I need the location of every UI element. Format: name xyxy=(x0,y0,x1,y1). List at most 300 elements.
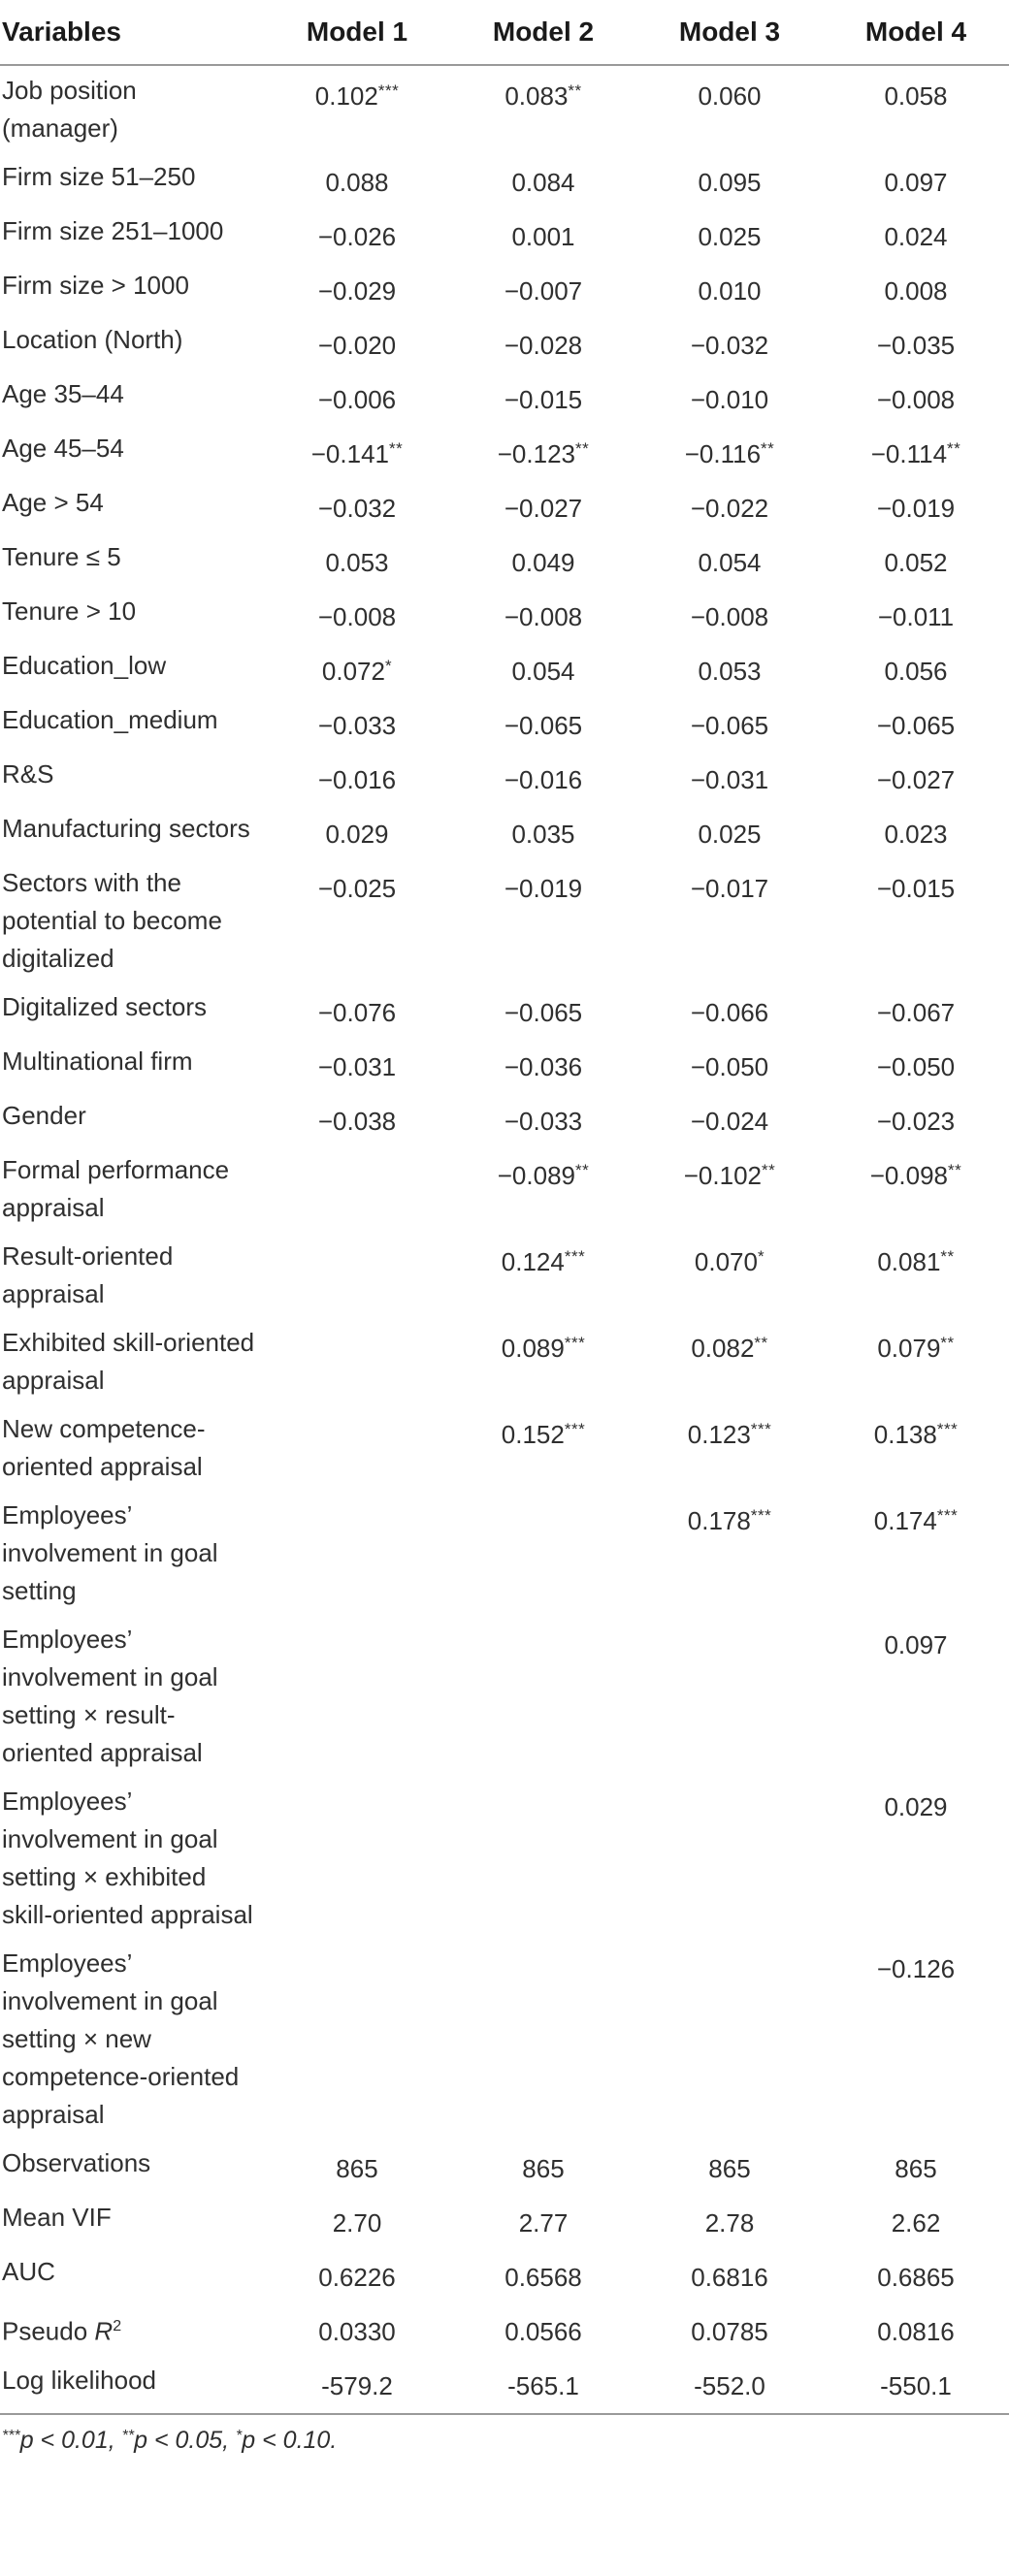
coefficient-value: −0.032 xyxy=(690,331,769,360)
model-3-cell xyxy=(636,1232,823,1318)
model-2-cell xyxy=(450,1037,636,1091)
header-variables: Variables xyxy=(0,0,264,65)
model-1-cell xyxy=(264,2302,450,2356)
significance-stars: ** xyxy=(947,439,961,458)
coefficient-value: −0.089 xyxy=(497,1161,575,1190)
table-row xyxy=(0,1232,1009,1318)
significance-stars: *** xyxy=(936,1506,959,1525)
coefficient-value: −0.026 xyxy=(317,222,397,251)
model-1-cell xyxy=(264,1404,450,1491)
significance-stars: ** xyxy=(940,1334,955,1352)
model-3-cell xyxy=(636,532,823,587)
significance-stars: ** xyxy=(754,1334,768,1352)
row-label: Firm size 251–1000 xyxy=(2,216,224,245)
row-label: Sectors with the potential to become digitalized xyxy=(2,868,222,973)
model-4-cell xyxy=(823,2302,1009,2356)
significance-stars: ** xyxy=(762,1161,776,1179)
table-row xyxy=(0,858,1009,982)
table-row xyxy=(0,370,1009,424)
model-2-cell xyxy=(450,750,636,804)
coefficient-value: −0.016 xyxy=(317,765,397,794)
row-label: Location (North) xyxy=(2,325,183,354)
model-2-cell xyxy=(450,641,636,695)
model-1-cell xyxy=(264,370,450,424)
model-2-cell xyxy=(450,65,636,152)
model-4-cell xyxy=(823,2139,1009,2193)
header-model-4: Model 4 xyxy=(823,0,1009,65)
coefficient-value: −0.035 xyxy=(876,331,956,360)
row-label: Manufacturing sectors xyxy=(2,814,250,843)
coefficient-value: 0.097 xyxy=(884,168,948,197)
row-label: Digitalized sectors xyxy=(2,992,207,1021)
table-row xyxy=(0,261,1009,315)
model-2-cell xyxy=(450,152,636,207)
coefficient-value: −0.008 xyxy=(504,602,583,631)
significance-stars: *** xyxy=(750,1506,772,1525)
model-4-cell xyxy=(823,1615,1009,1777)
row-label: Result-oriented appraisal xyxy=(2,1241,174,1308)
coefficient-value: 865 xyxy=(522,2154,565,2183)
coefficient-value: 865 xyxy=(895,2154,937,2183)
model-4-cell xyxy=(823,315,1009,370)
model-4-cell xyxy=(823,750,1009,804)
coefficient-value: −0.010 xyxy=(690,385,769,414)
row-label: New competence-oriented appraisal xyxy=(2,1414,206,1481)
row-label: Tenure ≤ 5 xyxy=(2,542,121,571)
model-2-cell xyxy=(450,587,636,641)
header-model-2: Model 2 xyxy=(450,0,636,65)
coefficient-value: −0.033 xyxy=(504,1107,583,1136)
table-row xyxy=(0,478,1009,532)
row-label: Mean VIF xyxy=(2,2203,112,2232)
significance-stars: *** xyxy=(564,1420,586,1438)
coefficient-value: −0.065 xyxy=(504,998,583,1027)
coefficient-value: 2.77 xyxy=(518,2208,569,2238)
model-1-cell xyxy=(264,750,450,804)
coefficient-value: 865 xyxy=(336,2154,378,2183)
row-label-superscript: 2 xyxy=(113,2318,122,2334)
coefficient-value: 0.054 xyxy=(698,548,762,577)
coefficient-value: 0.049 xyxy=(511,548,575,577)
coefficient-value: −0.015 xyxy=(876,874,956,903)
model-4-cell xyxy=(823,152,1009,207)
model-3-cell xyxy=(636,424,823,478)
coefficient-value: −0.038 xyxy=(317,1107,397,1136)
model-4-cell xyxy=(823,641,1009,695)
table-row xyxy=(0,315,1009,370)
model-4-cell xyxy=(823,858,1009,982)
model-1-cell xyxy=(264,641,450,695)
model-4-cell xyxy=(823,1037,1009,1091)
model-3-cell xyxy=(636,2302,823,2356)
coefficient-value: −0.008 xyxy=(690,602,769,631)
coefficient-value: −0.067 xyxy=(876,998,956,1027)
coefficient-value: −0.015 xyxy=(504,385,583,414)
row-label: Age > 54 xyxy=(2,488,104,517)
model-1-cell xyxy=(264,804,450,858)
coefficient-value: −0.050 xyxy=(690,1052,769,1081)
model-3-cell xyxy=(636,641,823,695)
coefficient-value: 0.095 xyxy=(698,168,762,197)
coefficient-value: −0.102 xyxy=(683,1161,762,1190)
model-4-cell xyxy=(823,532,1009,587)
coefficient-value: −0.008 xyxy=(876,385,956,414)
model-2-cell xyxy=(450,261,636,315)
model-4-cell xyxy=(823,587,1009,641)
coefficient-value: −0.032 xyxy=(317,494,397,523)
model-3-cell xyxy=(636,1091,823,1145)
model-2-cell xyxy=(450,2139,636,2193)
table-row xyxy=(0,2247,1009,2302)
coefficient-value: −0.065 xyxy=(690,711,769,740)
coefficient-value: 0.023 xyxy=(884,820,948,849)
row-label: Exhibited skill-oriented appraisal xyxy=(2,1328,255,1395)
row-label: R&S xyxy=(2,759,54,789)
coefficient-value: 0.082 xyxy=(691,1334,755,1363)
coefficient-value: −0.023 xyxy=(876,1107,956,1136)
coefficient-value: −0.123 xyxy=(497,439,575,468)
table-row xyxy=(0,2356,1009,2414)
coefficient-value: −0.024 xyxy=(690,1107,769,1136)
model-1-cell xyxy=(264,1318,450,1404)
model-2-cell xyxy=(450,424,636,478)
row-label: Employees’ involvement in goal setting × new competence-oriented appraisal xyxy=(2,1948,240,2129)
model-4-cell xyxy=(823,65,1009,152)
model-1-cell xyxy=(264,858,450,982)
coefficient-value: 2.78 xyxy=(704,2208,755,2238)
model-3-cell xyxy=(636,1777,823,1939)
coefficient-value: 0.6226 xyxy=(318,2263,396,2292)
coefficient-value: −0.033 xyxy=(317,711,397,740)
coefficient-value: 0.058 xyxy=(884,81,948,111)
model-2-cell xyxy=(450,478,636,532)
coefficient-value: 0.054 xyxy=(511,657,575,686)
model-1-cell xyxy=(264,2356,450,2414)
table-row xyxy=(0,2139,1009,2193)
model-1-cell xyxy=(264,587,450,641)
model-4-cell xyxy=(823,261,1009,315)
model-2-cell xyxy=(450,1491,636,1615)
significance-stars: *** xyxy=(377,81,400,100)
coefficient-value: 0.072 xyxy=(321,657,385,686)
model-3-cell xyxy=(636,2139,823,2193)
coefficient-value: 0.053 xyxy=(698,657,762,686)
model-3-cell xyxy=(636,315,823,370)
model-3-cell xyxy=(636,858,823,982)
model-2-cell xyxy=(450,315,636,370)
table-row xyxy=(0,587,1009,641)
model-1-cell xyxy=(264,1615,450,1777)
table-body xyxy=(0,65,1009,2414)
coefficient-value: −0.098 xyxy=(869,1161,948,1190)
coefficient-value: −0.031 xyxy=(690,765,769,794)
model-2-cell xyxy=(450,532,636,587)
coefficient-value: 0.001 xyxy=(511,222,575,251)
model-3-cell xyxy=(636,261,823,315)
model-1-cell xyxy=(264,1145,450,1232)
table-row xyxy=(0,804,1009,858)
coefficient-value: 0.079 xyxy=(877,1334,941,1363)
coefficient-value: 0.052 xyxy=(884,548,948,577)
model-3-cell xyxy=(636,750,823,804)
row-label: Education_medium xyxy=(2,705,218,734)
coefficient-value: −0.029 xyxy=(317,276,397,306)
model-2-cell xyxy=(450,2356,636,2414)
model-1-cell xyxy=(264,1939,450,2139)
row-label: Firm size > 1000 xyxy=(2,271,189,300)
model-3-cell xyxy=(636,2356,823,2414)
model-4-cell xyxy=(823,2356,1009,2414)
model-4-cell xyxy=(823,695,1009,750)
coefficient-value: 0.0816 xyxy=(877,2317,955,2346)
model-1-cell xyxy=(264,1232,450,1318)
table-row xyxy=(0,1939,1009,2139)
coefficient-value: 0.060 xyxy=(698,81,762,111)
model-2-cell xyxy=(450,2247,636,2302)
row-label: Employees’ involvement in goal setting xyxy=(2,1500,218,1605)
coefficient-value: 0.035 xyxy=(511,820,575,849)
model-4-cell xyxy=(823,1939,1009,2139)
row-label: Employees’ involvement in goal setting × exhibited skill-oriented appraisal xyxy=(2,1787,253,1929)
coefficient-value: −0.007 xyxy=(504,276,583,306)
header-model-3: Model 3 xyxy=(636,0,823,65)
model-2-cell xyxy=(450,2302,636,2356)
note-text-3: p < 0.10. xyxy=(242,2427,338,2454)
table-row xyxy=(0,207,1009,261)
table-row xyxy=(0,1491,1009,1615)
model-1-cell xyxy=(264,982,450,1037)
table-row xyxy=(0,1615,1009,1777)
coefficient-value: 0.029 xyxy=(884,1792,948,1821)
row-label: Formal performance appraisal xyxy=(2,1155,230,1222)
model-2-cell xyxy=(450,370,636,424)
coefficient-value: −0.011 xyxy=(877,602,955,631)
model-4-cell xyxy=(823,478,1009,532)
model-1-cell xyxy=(264,532,450,587)
coefficient-value: 865 xyxy=(708,2154,751,2183)
coefficient-value: 2.62 xyxy=(891,2208,941,2238)
note-stars-3: * xyxy=(236,2428,243,2444)
row-label-italic: R xyxy=(94,2316,114,2346)
coefficient-value: −0.065 xyxy=(876,711,956,740)
coefficient-value: −0.019 xyxy=(504,874,583,903)
table-row xyxy=(0,1318,1009,1404)
coefficient-value: −0.006 xyxy=(317,385,397,414)
coefficient-value: 0.008 xyxy=(884,276,948,306)
coefficient-value: −0.016 xyxy=(504,765,583,794)
coefficient-value: −0.020 xyxy=(317,331,397,360)
coefficient-value: 0.0566 xyxy=(504,2317,582,2346)
coefficient-value: −0.065 xyxy=(504,711,583,740)
model-3-cell xyxy=(636,478,823,532)
note-text-2: p < 0.05, xyxy=(134,2427,237,2454)
table-row xyxy=(0,532,1009,587)
model-1-cell xyxy=(264,152,450,207)
model-3-cell xyxy=(636,695,823,750)
coefficient-value: 0.010 xyxy=(698,276,762,306)
coefficient-value: 0.124 xyxy=(501,1247,565,1276)
row-label: Log likelihood xyxy=(0,2356,264,2414)
model-2-cell xyxy=(450,1404,636,1491)
coefficient-value: −0.031 xyxy=(317,1052,397,1081)
table-row xyxy=(0,65,1009,152)
model-4-cell xyxy=(823,1145,1009,1232)
model-4-cell xyxy=(823,2247,1009,2302)
note-stars-2: ** xyxy=(121,2428,135,2444)
model-3-cell xyxy=(636,1318,823,1404)
significance-stars: ** xyxy=(575,1161,590,1179)
row-label: Observations xyxy=(2,2148,151,2177)
model-2-cell xyxy=(450,1615,636,1777)
significance-stars: * xyxy=(384,657,393,675)
model-4-cell xyxy=(823,982,1009,1037)
significance-stars: * xyxy=(757,1247,765,1266)
model-4-cell xyxy=(823,424,1009,478)
row-label: Tenure > 10 xyxy=(2,596,137,626)
model-4-cell xyxy=(823,1404,1009,1491)
model-2-cell xyxy=(450,1318,636,1404)
table-row xyxy=(0,1777,1009,1939)
significance-stars: ** xyxy=(761,439,775,458)
table-row xyxy=(0,641,1009,695)
coefficient-value: −0.126 xyxy=(876,1954,956,1983)
coefficient-value: −0.022 xyxy=(690,494,769,523)
model-2-cell xyxy=(450,1232,636,1318)
coefficient-value: 0.025 xyxy=(698,820,762,849)
model-1-cell xyxy=(264,65,450,152)
coefficient-value: -565.1 xyxy=(507,2371,579,2400)
model-2-cell xyxy=(450,804,636,858)
model-2-cell xyxy=(450,1777,636,1939)
model-1-cell xyxy=(264,424,450,478)
coefficient-value: 0.6865 xyxy=(877,2263,955,2292)
model-2-cell xyxy=(450,1939,636,2139)
model-3-cell xyxy=(636,65,823,152)
significance-note xyxy=(0,2415,1009,2455)
model-3-cell xyxy=(636,1404,823,1491)
row-label: Employees’ involvement in goal setting × result-oriented appraisal xyxy=(2,1625,218,1767)
model-2-cell xyxy=(450,1091,636,1145)
model-1-cell xyxy=(264,478,450,532)
table-row xyxy=(0,1145,1009,1232)
coefficient-value: −0.116 xyxy=(684,439,762,468)
coefficient-value: −0.066 xyxy=(690,998,769,1027)
coefficient-value: 0.083 xyxy=(504,81,569,111)
coefficient-value: 0.0330 xyxy=(318,2317,396,2346)
row-label xyxy=(0,2302,264,2356)
model-3-cell xyxy=(636,1491,823,1615)
coefficient-value: 0.097 xyxy=(884,1630,948,1659)
table-row xyxy=(0,1091,1009,1145)
coefficient-value: 0.056 xyxy=(884,657,948,686)
table-row xyxy=(0,152,1009,207)
coefficient-value: 0.070 xyxy=(694,1247,758,1276)
model-4-cell xyxy=(823,1777,1009,1939)
model-1-cell xyxy=(264,1091,450,1145)
table-row xyxy=(0,750,1009,804)
model-2-cell xyxy=(450,982,636,1037)
coefficient-value: 0.029 xyxy=(325,820,389,849)
coefficient-value: 0.152 xyxy=(501,1420,565,1449)
row-label: AUC xyxy=(2,2257,55,2286)
model-4-cell xyxy=(823,2193,1009,2247)
header-model-1: Model 1 xyxy=(264,0,450,65)
coefficient-value: 0.025 xyxy=(698,222,762,251)
row-label: Age 35–44 xyxy=(2,379,124,408)
coefficient-value: 0.053 xyxy=(325,548,389,577)
model-2-cell xyxy=(450,695,636,750)
coefficient-value: −0.050 xyxy=(876,1052,956,1081)
model-3-cell xyxy=(636,370,823,424)
row-label: Job position (manager) xyxy=(2,76,137,143)
model-1-cell xyxy=(264,315,450,370)
model-4-cell xyxy=(823,1091,1009,1145)
coefficient-value: 0.084 xyxy=(511,168,575,197)
coefficient-value: −0.008 xyxy=(317,602,397,631)
coefficient-value: -579.2 xyxy=(321,2371,393,2400)
model-1-cell xyxy=(264,1037,450,1091)
coefficient-value: 0.0785 xyxy=(691,2317,768,2346)
model-3-cell xyxy=(636,207,823,261)
coefficient-value: −0.025 xyxy=(317,874,397,903)
model-3-cell xyxy=(636,152,823,207)
model-1-cell xyxy=(264,261,450,315)
row-label: Multinational firm xyxy=(2,1046,193,1076)
model-1-cell xyxy=(264,1777,450,1939)
model-1-cell xyxy=(264,2247,450,2302)
coefficient-value: 0.089 xyxy=(501,1334,565,1363)
table-row xyxy=(0,982,1009,1037)
significance-stars: *** xyxy=(936,1420,959,1438)
model-2-cell xyxy=(450,207,636,261)
row-label-main: Pseudo xyxy=(2,2316,95,2346)
row-label: Gender xyxy=(2,1101,86,1130)
coefficient-value: 0.6816 xyxy=(691,2263,768,2292)
coefficient-value: 0.178 xyxy=(687,1506,751,1535)
significance-stars: *** xyxy=(750,1420,772,1438)
model-3-cell xyxy=(636,1939,823,2139)
model-3-cell xyxy=(636,804,823,858)
coefficient-value: 0.174 xyxy=(873,1506,937,1535)
significance-stars: ** xyxy=(948,1161,962,1179)
coefficient-value: −0.017 xyxy=(690,874,769,903)
model-4-cell xyxy=(823,1491,1009,1615)
significance-stars: *** xyxy=(564,1247,586,1266)
coefficient-value: 2.70 xyxy=(332,2208,382,2238)
model-4-cell xyxy=(823,1232,1009,1318)
coefficient-value: −0.141 xyxy=(310,439,389,468)
model-3-cell xyxy=(636,1037,823,1091)
model-2-cell xyxy=(450,2193,636,2247)
coefficient-value: −0.036 xyxy=(504,1052,583,1081)
row-label: Firm size 51–250 xyxy=(2,162,196,191)
model-3-cell xyxy=(636,982,823,1037)
model-1-cell xyxy=(264,2193,450,2247)
model-3-cell xyxy=(636,1615,823,1777)
note-text-1: p < 0.01, xyxy=(19,2427,122,2454)
model-1-cell xyxy=(264,1491,450,1615)
table-row xyxy=(0,2193,1009,2247)
header-row xyxy=(0,0,1009,65)
coefficient-value: 0.6568 xyxy=(504,2263,582,2292)
significance-stars: ** xyxy=(575,439,590,458)
coefficient-value: −0.019 xyxy=(876,494,956,523)
model-4-cell xyxy=(823,804,1009,858)
model-3-cell xyxy=(636,1145,823,1232)
coefficient-value: −0.027 xyxy=(876,765,956,794)
note-stars-1: *** xyxy=(2,2428,20,2444)
table-row xyxy=(0,1404,1009,1491)
